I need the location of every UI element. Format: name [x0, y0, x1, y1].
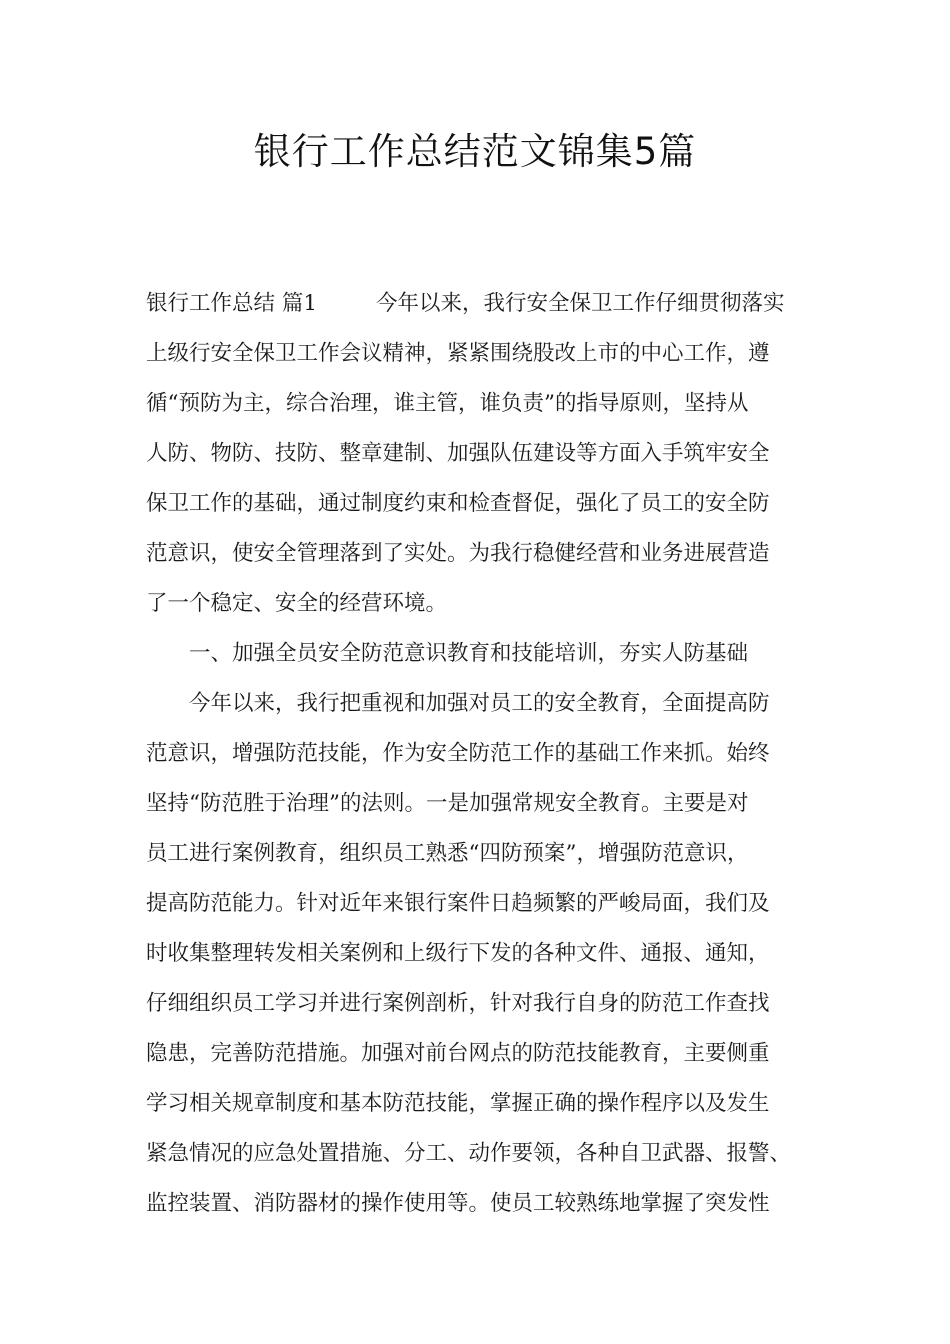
paragraph-line: 了一个稳定、安全的经营环境。	[146, 591, 448, 616]
paragraph-line-first	[146, 289, 826, 319]
paragraph-line: 上级行安全保卫工作会议精神，紧紧围绕股改上市的中心工作，遵	[146, 341, 770, 366]
paragraph-line: 今年以来，我行把重视和加强对员工的安全教育，全面提高防	[189, 691, 770, 716]
paragraph-line: 循“预防为主，综合治理，谁主管，谁负责”的指导原则，坚持从	[146, 391, 749, 416]
paragraph-line: 保卫工作的基础，通过制度约束和检查督促，强化了员工的安全防	[146, 491, 770, 516]
document-title: 银行工作总结范文锦集5篇	[253, 130, 697, 173]
paragraph-line: 隐患，完善防范措施。加强对前台网点的防范技能教育，主要侧重	[146, 1041, 770, 1066]
paragraph-line: 人防、物防、技防、整章建制、加强队伍建设等方面入手筑牢安全	[146, 441, 770, 466]
paragraph-line: 范意识，增强防范技能，作为安全防范工作的基础工作来抓。始终	[146, 741, 770, 766]
paragraph-line: 提高防范能力。针对近年来银行案件日趋频繁的严峻局面，我们及	[146, 891, 770, 916]
paragraph-line: 监控装置、消防器材的操作使用等。使员工较熟练地掌握了突发性	[146, 1191, 770, 1216]
section-heading: 一、加强全员安全防范意识教育和技能培训，夯实人防基础	[189, 641, 749, 666]
section-label: 银行工作总结 篇1	[146, 291, 318, 316]
paragraph-line: 时收集整理转发相关案例和上级行下发的各种文件、通报、通知，	[146, 941, 770, 966]
paragraph-line: 坚持“防范胜于治理”的法则。一是加强常规安全教育。主要是对	[146, 791, 749, 816]
paragraph-line: 员工进行案例教育，组织员工熟悉“四防预案”，增强防范意识，	[146, 841, 749, 866]
paragraph-line: 范意识，使安全管理落到了实处。为我行稳健经营和业务进展营造	[146, 541, 770, 566]
paragraph-line: 紧急情况的应急处置措施、分工、动作要领，各种自卫武器、报警、	[146, 1141, 792, 1166]
paragraph-line: 学习相关规章制度和基本防范技能，掌握正确的操作程序以及发生	[146, 1091, 770, 1116]
paragraph-line: 仔细组织员工学习并进行案例剖析，针对我行自身的防范工作查找	[146, 991, 770, 1016]
paragraph-line-text: 今年以来，我行安全保卫工作仔细贯彻落实	[376, 291, 785, 316]
